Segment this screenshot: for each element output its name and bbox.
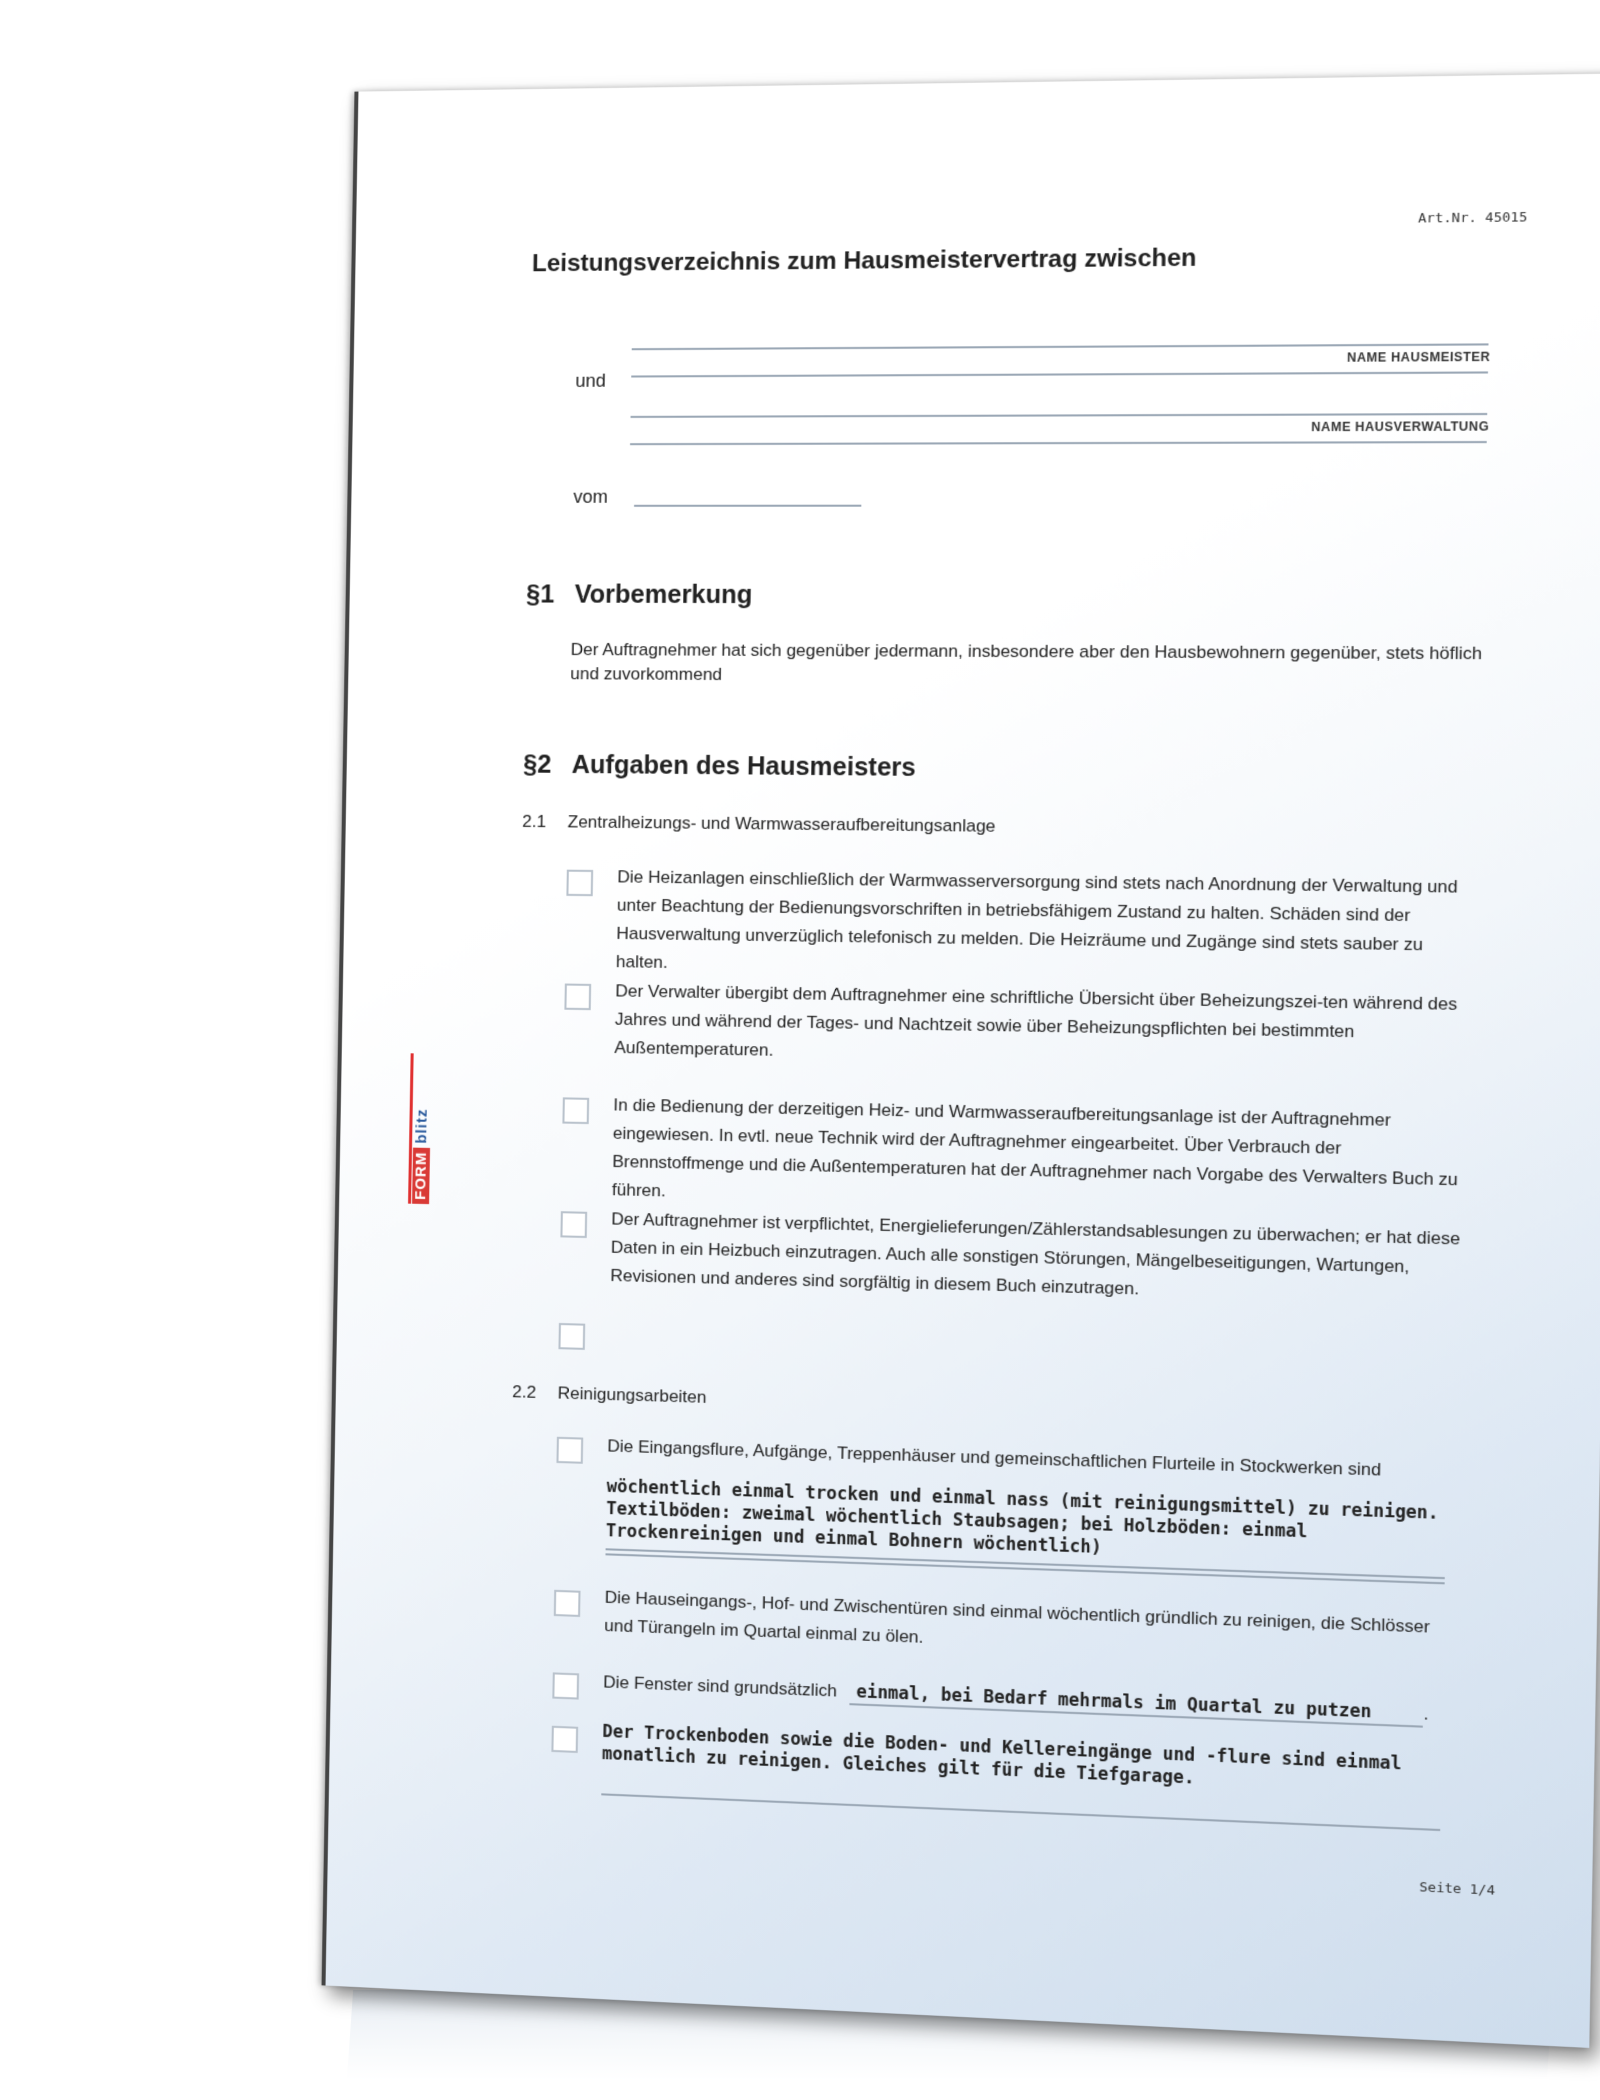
section-2-number: §2 xyxy=(522,750,552,779)
section-2-heading xyxy=(523,750,916,783)
vom-word: vom xyxy=(573,486,609,507)
date-line[interactable] xyxy=(634,505,861,507)
item-2-2-2: Die Hauseingangs-, Hof- und Zwischentüren sind einmal wöchentlich gründlich zu reinigen, die Schlösser und Türangeln im Quartal einmal zu ölen. xyxy=(604,1587,1430,1647)
checkbox-2-1-1[interactable] xyxy=(566,870,593,897)
checkbox-2-1-5[interactable] xyxy=(558,1323,585,1350)
section-1-number: §1 xyxy=(525,580,555,609)
und-word: und xyxy=(575,370,607,391)
item-2-2-1: Die Eingangsflure, Aufgänge, Treppenhäuser und gemeinschaftlichen Flurteile in Stockwerken sind xyxy=(607,1436,1382,1480)
checkbox-2-2-4[interactable] xyxy=(551,1726,578,1753)
section-2-title: Aufgaben des Hausmeisters xyxy=(571,750,917,782)
checkbox-2-2-2[interactable] xyxy=(554,1590,581,1617)
hausverwaltung-label: NAME HAUSVERWALTUNG xyxy=(1311,419,1490,435)
checkbox-2-2-3[interactable] xyxy=(552,1672,579,1699)
page-number: Seite 1/4 xyxy=(1419,1879,1496,1899)
item-2-2-3-text: Die Fenster sind grundsätzlich xyxy=(603,1672,838,1701)
item-2-2-1-fill[interactable]: wöchentlich einmal trocken und einmal nass (mit reinigungsmittel) zu reinigen. Textilböden: zweimal wöchentlich Staubsagen; bei Holzböden: einmal Trockenreinigen und einmal Bohnern wöchentlich) xyxy=(606,1476,1447,1580)
item-2-1-3: In die Bedienung der derzeitigen Heiz- und Warmwasseraufbereitungsanlage ist der Auftragnehmer eingewiesen. In evtl. neue Technik wird der Auftragnehmer eingearbeitet. Über Verbrauch der Brennstoffmenge und die Außentemperaturen hat der Auftragnehmer nach Vorgabe des Verwalters Buch zu führen. xyxy=(611,1095,1459,1201)
item-2-1-1: Die Heizanlagen einschließlich der Warmwasserversorgung sind stets nach Anordnung der Verwaltung und unter Beachtung der Bedienungsvorschriften in betriebsfähigem Zustand zu halten. Schäden sind der Hausverwaltung unverzüglich telefonisch zu melden. Die Heizräume und Zugänge sind stets sauber zu halten. xyxy=(615,867,1458,972)
section-1-heading xyxy=(526,580,753,610)
item-2-2-4-fill[interactable]: Der Trockenboden sowie die Boden- und Kellereingänge und -flure sind einmal monatlich zu reinigen. Gleiches gilt für die Tiefgarage. xyxy=(601,1721,1402,1789)
item-2-1-4: Der Auftragnehmer ist verpflichtet, Energielieferungen/Zählerstandsablesungen zu überwachen; er hat diese Daten in ein Heizbuch einzutragen. Auch alle sonstigen Störungen, Mängelbeseitigungen, Wartungen, Revisionen und anderes sind sorgfältig in diesem Buch einzutragen. xyxy=(610,1209,1461,1299)
formblitz-logo xyxy=(408,1053,436,1204)
document-page xyxy=(322,73,1600,2048)
item-2-2-3-fill[interactable]: einmal, bei Bedarf mehrmals im Quartal zu putzen xyxy=(850,1681,1424,1728)
document-title: Leistungsverzeichnis zum Hausmeistervertrag zwischen xyxy=(531,244,1197,278)
subsection-2-2-title: Reinigungsarbeiten xyxy=(557,1383,707,1407)
checkbox-2-1-2[interactable] xyxy=(564,984,591,1011)
article-number: Art.Nr. 45015 xyxy=(1417,210,1528,227)
logo-text xyxy=(409,1053,434,1204)
section-1-text: Der Auftragnehmer hat sich gegenüber jedermann, insbesondere aber den Hausbewohnern gegenüber, stets höflich und zuvorkommend xyxy=(570,639,1483,685)
checkbox-2-1-4[interactable] xyxy=(560,1211,587,1238)
subsection-2-2-number: 2.2 xyxy=(512,1382,537,1402)
logo-form: FORM xyxy=(412,1147,430,1204)
hausmeister-label: NAME HAUSMEISTER xyxy=(1346,349,1491,365)
section-1-title: Vorbemerkung xyxy=(574,580,753,610)
item-2-2-3-end: . xyxy=(1423,1703,1429,1724)
checkbox-2-1-3[interactable] xyxy=(562,1097,589,1124)
checkbox-2-2-1[interactable] xyxy=(556,1437,583,1464)
item-2-1-2: Der Verwalter übergibt dem Auftragnehmer eine schriftliche Übersicht über Beheizungszei-ten während des Jahres und während der Tages- und Nachtzeit sowie über Beheizungspflichten bei bestimmten Außentemperaturen. xyxy=(614,981,1458,1060)
logo-blitz: blitz xyxy=(412,1108,431,1144)
subsection-2-1-number: 2.1 xyxy=(522,811,547,832)
subsection-2-1-title: Zentralheizungs- und Warmwasseraufbereitungsanlage xyxy=(567,812,996,836)
